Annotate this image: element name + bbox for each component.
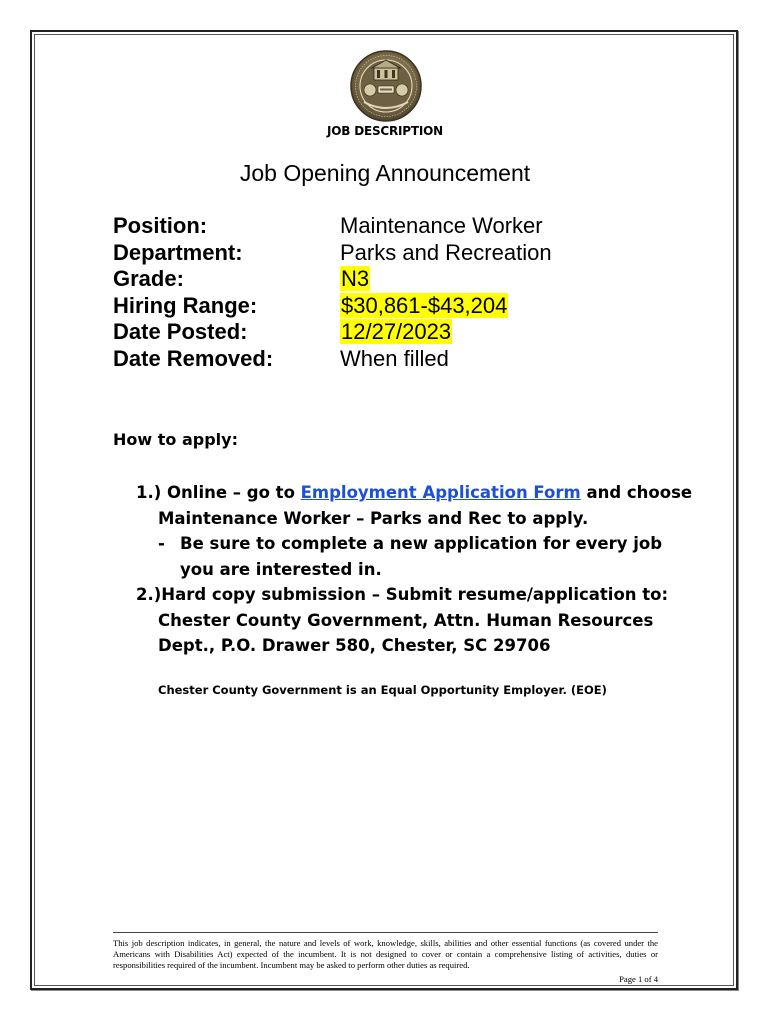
step-1-prefix: 1.) Online – go to — [136, 483, 301, 502]
apply-steps — [136, 480, 693, 659]
hiring-range-value: $30,861-$43,204 — [341, 292, 508, 318]
step-2-line-1: 2.)Hard copy submission – Submit resume/application to: — [136, 585, 669, 604]
page-number: Page 1 of 4 — [619, 974, 658, 984]
bullet-dash: - — [158, 534, 165, 553]
how-to-apply-heading: How to apply: — [113, 430, 238, 449]
department-label: Department: — [113, 239, 243, 265]
date-removed-label: Date Removed: — [113, 345, 274, 371]
step-1-line-2: Maintenance Worker – Parks and Rec to apply. — [158, 508, 589, 528]
step-1-sub-line-2: you are interested in. — [180, 559, 382, 579]
step-1-line-1 — [136, 480, 693, 506]
step-1-sub-line-1 — [136, 531, 663, 557]
step-2-line-2: Chester County Government, Attn. Human Resources — [158, 610, 654, 630]
date-posted-label: Date Posted: — [113, 319, 248, 345]
eoe-statement: Chester County Government is an Equal Opportunity Employer. (EOE) — [158, 683, 607, 697]
department-value: Parks and Recreation — [340, 239, 552, 265]
info-row-date-removed — [113, 346, 552, 373]
step-2-line-3: Dept., P.O. Drawer 580, Chester, SC 29706 — [158, 636, 551, 655]
county-seal-icon — [350, 50, 422, 122]
position-value: Maintenance Worker — [340, 213, 543, 239]
step-1-suffix: and choose — [580, 483, 693, 502]
grade-value: N3 — [341, 266, 370, 292]
position-label: Position: — [113, 213, 208, 239]
job-info-table — [113, 213, 552, 372]
info-row-department — [113, 240, 552, 267]
footer-divider — [113, 932, 658, 933]
info-row-grade — [113, 266, 552, 293]
date-removed-value: When filled — [340, 345, 449, 371]
info-row-date-posted — [113, 319, 552, 346]
document-type-label: JOB DESCRIPTION — [327, 124, 443, 138]
footer-disclaimer: This job description indicates, in general, the nature and levels of work, knowledge, skills, abilities and other essential functions (as covered under the Americans with Disabilities Act) expected of the incumbent. It is not designed to cover or contain a comprehensive listing of activities, duties or responsibilities required of the incumbent. Incumbent may be asked to perform other duties as required. — [113, 938, 658, 970]
hiring-range-label: Hiring Range: — [113, 292, 258, 318]
info-row-hiring-range — [113, 293, 552, 320]
employment-application-link[interactable]: Employment Application Form — [300, 483, 581, 502]
info-row-position — [113, 213, 552, 240]
grade-label: Grade: — [113, 266, 184, 292]
step-1-sub-text-1: Be sure to complete a new application for every job — [180, 534, 663, 553]
page-title: Job Opening Announcement — [239, 160, 531, 186]
date-posted-value: 12/27/2023 — [341, 319, 452, 345]
